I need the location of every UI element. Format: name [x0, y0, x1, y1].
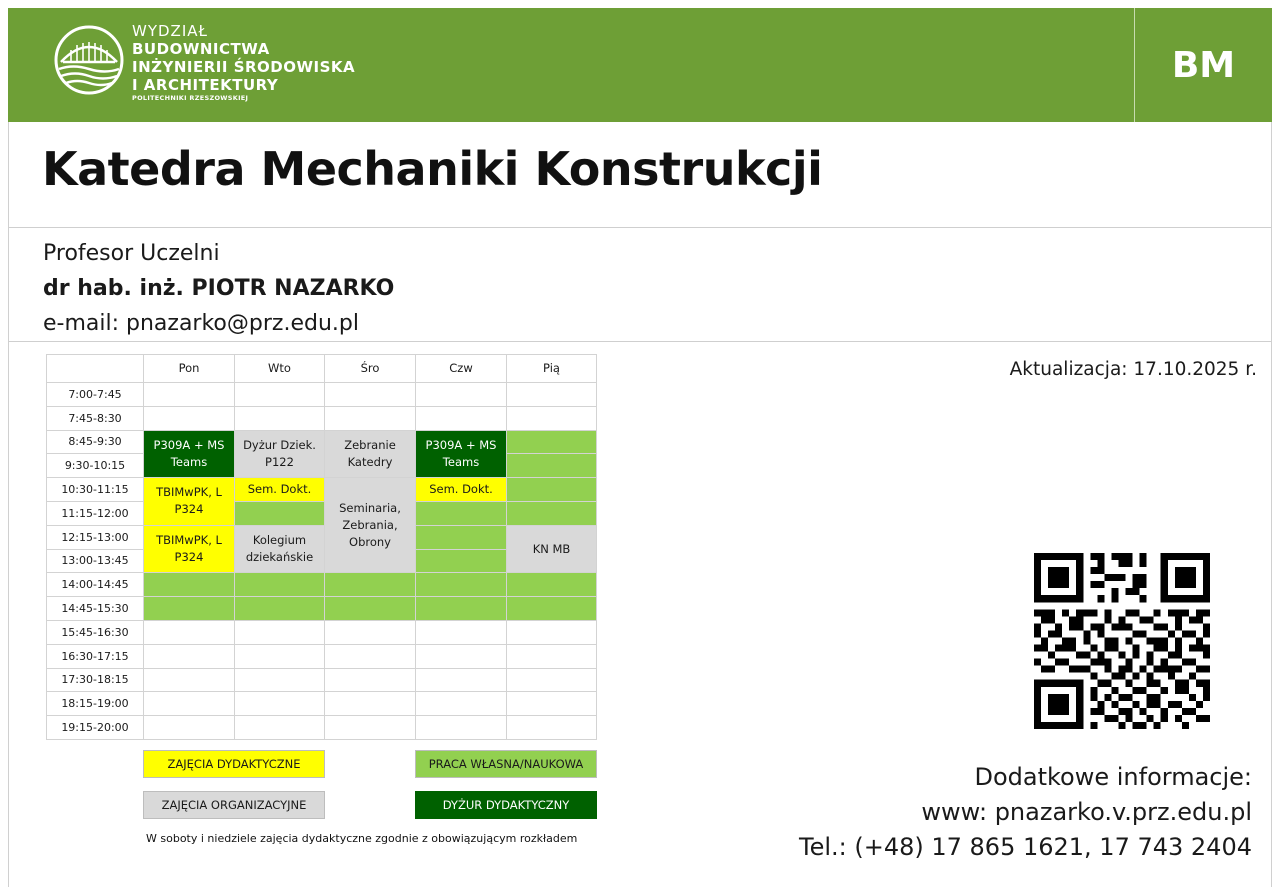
event-sem-dokt-czw: Sem. Dokt. — [416, 478, 507, 502]
divider — [9, 341, 1271, 342]
table-row — [47, 692, 597, 716]
slot-cell — [416, 692, 507, 716]
slot-cell — [507, 383, 597, 407]
table-row — [47, 406, 597, 430]
info-heading: Dodatkowe informacje: — [974, 763, 1252, 791]
department-title: Katedra Mechaniki Konstrukcji — [42, 142, 823, 196]
faculty-line-2: BUDOWNICTWA — [132, 40, 270, 58]
slot-cell — [507, 692, 597, 716]
table-row — [47, 597, 597, 621]
event-sem-dokt-wto: Sem. Dokt. — [235, 478, 325, 502]
update-date: Aktualizacja: 17.10.2025 r. — [1009, 359, 1257, 380]
slot-cell — [144, 620, 235, 644]
legend-dyzur-dydaktyczny: DYŻUR DYDAKTYCZNY — [415, 791, 597, 819]
slot-praca-wlasna — [325, 573, 416, 597]
slot-praca-wlasna — [507, 430, 597, 454]
table-row — [47, 383, 597, 407]
time-cell: 8:45-9:30 — [47, 430, 144, 454]
slot-cell — [235, 620, 325, 644]
slot-praca-wlasna — [416, 573, 507, 597]
slot-cell — [235, 692, 325, 716]
slot-cell — [325, 668, 416, 692]
day-header: Wto — [235, 355, 325, 383]
table-row — [47, 430, 597, 454]
slot-cell — [416, 668, 507, 692]
time-cell: 10:30-11:15 — [47, 478, 144, 502]
slot-cell — [144, 406, 235, 430]
slot-praca-wlasna — [235, 597, 325, 621]
slot-cell — [507, 406, 597, 430]
slot-cell — [325, 692, 416, 716]
day-header: Pon — [144, 355, 235, 383]
table-row — [47, 478, 597, 502]
faculty-name — [132, 23, 355, 103]
time-cell: 7:45-8:30 — [47, 406, 144, 430]
faculty-line-3: INŻYNIERII ŚRODOWISKA — [132, 58, 356, 76]
faculty-line-5: POLITECHNIKI RZESZOWSKIEJ — [132, 94, 249, 102]
slot-cell — [144, 644, 235, 668]
time-cell: 18:15-19:00 — [47, 692, 144, 716]
slot-praca-wlasna — [507, 478, 597, 502]
slot-praca-wlasna — [235, 501, 325, 525]
slot-cell — [325, 383, 416, 407]
legend-zajecia-dydaktyczne: ZAJĘCIA DYDAKTYCZNE — [143, 750, 325, 778]
slot-cell — [144, 668, 235, 692]
slot-cell — [507, 620, 597, 644]
slot-cell — [325, 406, 416, 430]
faculty-line-1: WYDZIAŁ — [132, 22, 208, 40]
slot-praca-wlasna — [416, 597, 507, 621]
slot-praca-wlasna — [507, 573, 597, 597]
corner-cell — [47, 355, 144, 383]
person-position: Profesor Uczelni — [43, 241, 220, 266]
slot-cell — [235, 668, 325, 692]
department-code: BM — [1171, 44, 1236, 86]
event-dyzur-czw: P309A + MS Teams — [416, 430, 507, 478]
table-row — [47, 525, 597, 549]
slot-praca-wlasna — [144, 597, 235, 621]
info-website: www: pnazarko.v.prz.edu.pl — [921, 798, 1252, 826]
slot-praca-wlasna — [507, 597, 597, 621]
event-tbimwpk-2: TBIMwPK, L P324 — [144, 525, 235, 573]
slot-cell — [144, 716, 235, 740]
time-cell: 17:30-18:15 — [47, 668, 144, 692]
time-cell: 14:00-14:45 — [47, 573, 144, 597]
slot-cell — [235, 383, 325, 407]
time-cell: 9:30-10:15 — [47, 454, 144, 478]
slot-cell — [416, 383, 507, 407]
slot-praca-wlasna — [507, 454, 597, 478]
timetable — [46, 354, 597, 740]
footnote: W soboty i niedziele zajęcia dydaktyczne zgodnie z obowiązującym rozkładem — [146, 832, 578, 845]
day-header: Czw — [416, 355, 507, 383]
bridge-river-logo-icon — [53, 24, 125, 96]
header-banner — [8, 8, 1272, 122]
time-cell: 13:00-13:45 — [47, 549, 144, 573]
day-header: Śro — [325, 355, 416, 383]
slot-cell — [416, 620, 507, 644]
info-phone: Tel.: (+48) 17 865 1621, 17 743 2404 — [799, 833, 1252, 861]
timetable-header-row — [47, 355, 597, 383]
slot-praca-wlasna — [325, 597, 416, 621]
person-email: e-mail: pnazarko@prz.edu.pl — [43, 311, 359, 336]
time-cell: 7:00-7:45 — [47, 383, 144, 407]
time-cell: 14:45-15:30 — [47, 597, 144, 621]
slot-cell — [235, 716, 325, 740]
time-cell: 11:15-12:00 — [47, 501, 144, 525]
slot-cell — [144, 383, 235, 407]
legend-zajecia-organizacyjne: ZAJĘCIA ORGANIZACYJNE — [143, 791, 325, 819]
slot-cell — [507, 644, 597, 668]
slot-cell — [325, 716, 416, 740]
contact-info — [799, 760, 1252, 865]
event-dyzur-dziekana: Dyżur Dziek. P122 — [235, 430, 325, 478]
slot-praca-wlasna — [235, 573, 325, 597]
time-cell: 16:30-17:15 — [47, 644, 144, 668]
table-row — [47, 668, 597, 692]
time-cell: 19:15-20:00 — [47, 716, 144, 740]
table-row — [47, 716, 597, 740]
slot-praca-wlasna — [416, 549, 507, 573]
slot-praca-wlasna — [416, 501, 507, 525]
slot-cell — [507, 668, 597, 692]
event-dyzur-pon: P309A + MS Teams — [144, 430, 235, 478]
slot-cell — [416, 716, 507, 740]
event-zebranie-katedry: Zebranie Katedry — [325, 430, 416, 478]
divider — [9, 227, 1271, 228]
slot-cell — [235, 406, 325, 430]
person-info — [43, 236, 394, 341]
event-kolegium: Kolegium dziekańskie — [235, 525, 325, 573]
faculty-line-4: I ARCHITEKTURY — [132, 76, 279, 94]
slot-praca-wlasna — [507, 501, 597, 525]
slot-cell — [144, 692, 235, 716]
time-cell: 15:45-16:30 — [47, 620, 144, 644]
slot-cell — [507, 716, 597, 740]
legend-praca-wlasna: PRACA WŁASNA/NAUKOWA — [415, 750, 597, 778]
slot-cell — [416, 644, 507, 668]
day-header: Pią — [507, 355, 597, 383]
table-row — [47, 573, 597, 597]
event-tbimwpk-1: TBIMwPK, L P324 — [144, 478, 235, 526]
event-kn-mb: KN MB — [507, 525, 597, 573]
table-row — [47, 620, 597, 644]
event-seminaria: Seminaria, Zebrania, Obrony — [325, 478, 416, 573]
slot-cell — [325, 644, 416, 668]
slot-praca-wlasna — [144, 573, 235, 597]
time-cell: 12:15-13:00 — [47, 525, 144, 549]
table-row — [47, 501, 597, 525]
slot-cell — [416, 406, 507, 430]
qr-code-icon — [1034, 553, 1210, 729]
slot-cell — [235, 644, 325, 668]
table-row — [47, 644, 597, 668]
slot-cell — [325, 620, 416, 644]
slot-praca-wlasna — [416, 525, 507, 549]
person-name: dr hab. inż. PIOTR NAZARKO — [43, 276, 395, 301]
